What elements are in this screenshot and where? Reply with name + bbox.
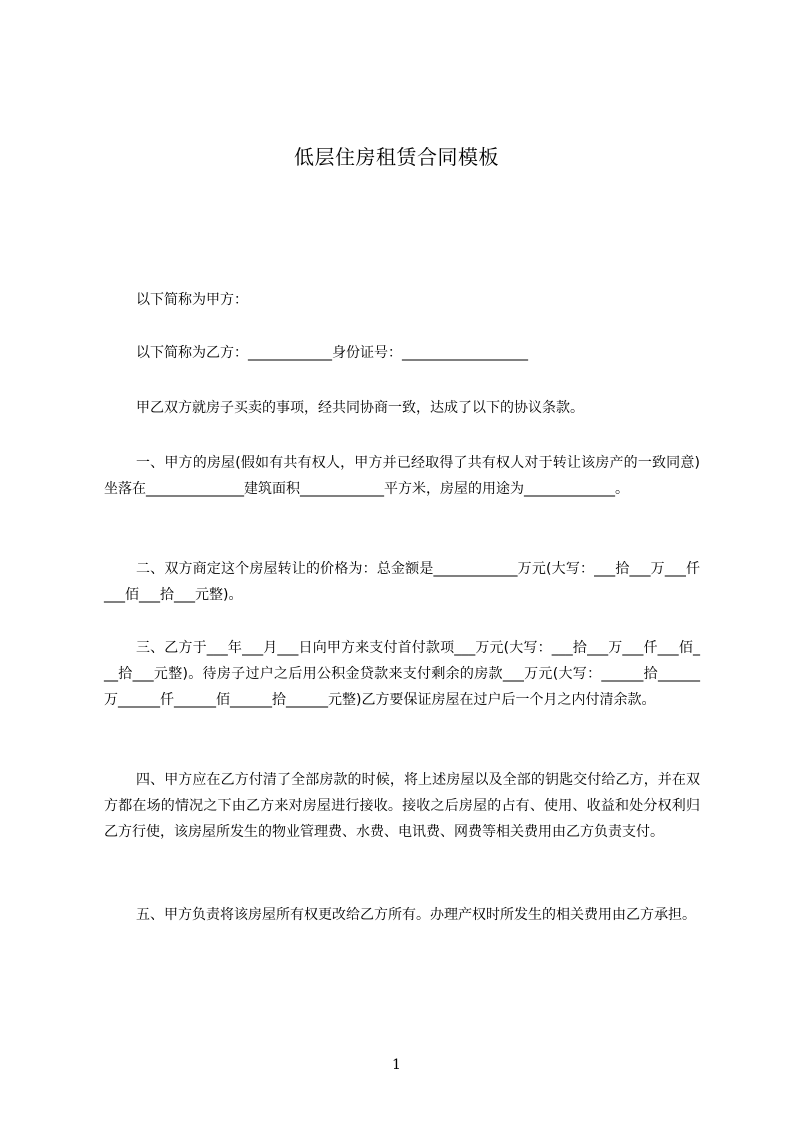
paragraph-clause-5: 五、甲方负责将该房屋所有权更改给乙方所有。办理产权时所发生的相关费用由乙方承担。 (136, 907, 696, 923)
document-title: 低层住房租赁合同模板 (294, 145, 499, 169)
paragraph-clause-1: 一、甲方的房屋(假如有共有权人，甲方并已经取得了共有权人对于转让该房产的一致同意)坐落在______________建筑面积____________平方米，房屋的用途为_____________。 (104, 455, 700, 497)
paragraph-party-b: 以下简称为乙方：____________身份证号：__________________ (136, 345, 528, 361)
paragraph-clause-3: 三、乙方于___年___月___日向甲方来支付首付款项___万元(大写：___拾___万___仟___佰___拾___元整)。待房子过户之后用公积金贷款来支付剩余的房款___万元(大写：______拾______万______仟______佰______拾______元整)乙方要保证房屋在过户后一个月之内付清余款。 (104, 640, 700, 708)
paragraph-intro: 甲乙双方就房子买卖的事项，经共同协商一致，达成了以下的协议条款。 (136, 400, 584, 416)
paragraph-clause-4: 四、甲方应在乙方付清了全部房款的时候，将上述房屋以及全部的钥匙交付给乙方，并在双方都在场的情况之下由乙方来对房屋进行接收。接收之后房屋的占有、使用、收益和处分权利归乙方行使，该房屋所发生的物业管理费、水费、电讯费、网费等相关费用由乙方负责支付。 (104, 772, 700, 840)
paragraph-clause-2: 二、双方商定这个房屋转让的价格为：总金额是____________万元(大写：___拾___万___仟___佰___拾___元整)。 (104, 561, 700, 603)
page-number: 1 (392, 1057, 401, 1073)
paragraph-party-a: 以下简称为甲方： (136, 292, 248, 308)
